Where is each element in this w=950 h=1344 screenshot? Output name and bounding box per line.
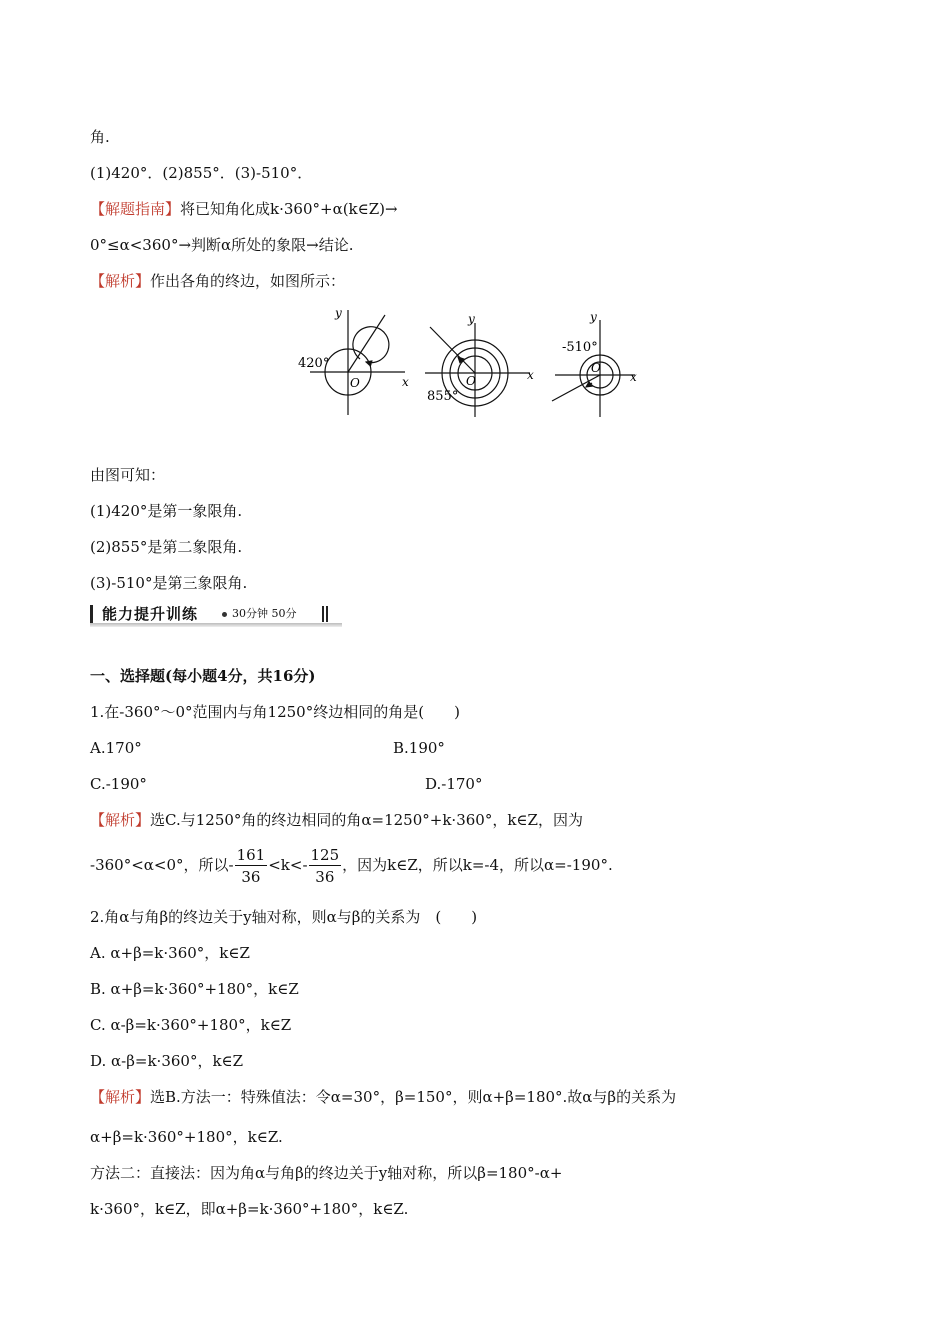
q1-sol2-pre: -360°<α<0°，所以- <box>90 856 234 874</box>
text-line: (2)855°是第二象限角. <box>90 538 243 556</box>
text-line: 0°≤α<360°→判断α所处的象限→结论. <box>90 236 354 254</box>
q1-option-b: B.190° <box>393 739 445 757</box>
section-banner <box>90 603 342 625</box>
fraction-denominator: 36 <box>315 867 335 886</box>
text-line: (1)420°．(2)855°．(3)-510°． <box>90 164 313 182</box>
analysis-text: 作出各角的终边，如图所示： <box>150 272 346 290</box>
q1-solution-line2 <box>90 843 613 888</box>
fraction-denominator: 36 <box>241 867 261 886</box>
q1-sol2-post: ，因为k∈Z，所以k=-4，所以α=-190°. <box>342 856 613 874</box>
q1-sol2-mid: <k<- <box>268 856 308 874</box>
section-heading: 一、选择题(每小题4分，共16分) <box>90 667 316 685</box>
figure3-y-label: y <box>590 310 597 324</box>
q2-solution-line <box>90 1087 676 1107</box>
figure1-origin-label: O <box>350 376 360 390</box>
figure2-angle-label: 855° <box>427 389 459 404</box>
guide-tag: 【解题指南】 <box>90 200 181 218</box>
figure1-y-label: y <box>335 306 342 320</box>
figure2-origin-label: O <box>466 374 476 388</box>
figure3-angle-label: -510° <box>562 340 598 355</box>
q1-option-c: C.-190° <box>90 775 147 793</box>
q1-analysis-tag: 【解析】 <box>90 811 151 829</box>
figure3-origin-label: O <box>591 361 601 375</box>
figure3-x-label: x <box>630 370 637 384</box>
figure2-x-label: x <box>527 368 534 382</box>
q2-option-d: D. α-β=k·360°，k∈Z <box>90 1052 244 1070</box>
fraction-numerator: 125 <box>310 845 340 864</box>
banner-time: 30分钟 50分 <box>232 607 297 620</box>
guide-text: 将已知角化成k·360°+α(k∈Z)→ <box>180 200 398 218</box>
fraction <box>309 845 342 888</box>
figure2-y-label: y <box>468 312 475 326</box>
analysis-line <box>90 271 345 291</box>
q2-option-c: C. α-β=k·360°+180°，k∈Z <box>90 1016 292 1034</box>
q2-solution-line3: 方法二：直接法：因为角α与角β的终边关于y轴对称，所以β=180°-α+ <box>90 1164 563 1182</box>
q1-option-a: A.170° <box>90 739 142 757</box>
banner-bar <box>326 606 328 622</box>
figure1-x-label: x <box>402 375 409 389</box>
q1-stem: 1.在-360°～0°范围内与角1250°终边相同的角是( ) <box>90 703 460 721</box>
q2-stem: 2.角α与角β的终边关于y轴对称，则α与β的关系为 ( ) <box>90 908 478 926</box>
banner-title: 能力提升训练 <box>102 605 199 623</box>
q1-solution-text: 选C.与1250°角的终边相同的角α=1250°+k·360°，k∈Z，因为 <box>150 811 583 829</box>
q2-option-b: B. α+β=k·360°+180°，k∈Z <box>90 980 299 998</box>
q2-solution-line2: α+β=k·360°+180°，k∈Z. <box>90 1128 283 1146</box>
q2-option-a: A. α+β=k·360°，k∈Z <box>90 944 250 962</box>
fraction-numerator: 161 <box>236 845 266 864</box>
q2-solution-text: 选B.方法一：特殊值法：令α=30°，β=150°，则α+β=180°.故α与β的关系为 <box>150 1088 677 1106</box>
text-line: (3)-510°是第三象限角. <box>90 574 248 592</box>
banner-bar <box>322 606 324 622</box>
q2-analysis-tag: 【解析】 <box>90 1088 151 1106</box>
q2-solution-line4: k·360°，k∈Z，即α+β=k·360°+180°，k∈Z. <box>90 1200 409 1218</box>
banner-shadow <box>90 623 342 627</box>
q1-solution-line <box>90 810 583 830</box>
text-line: (1)420°是第一象限角. <box>90 502 243 520</box>
q1-option-d: D.-170° <box>425 775 483 793</box>
fraction <box>235 845 268 888</box>
guide-line <box>90 199 398 219</box>
text-line: 角. <box>90 128 110 146</box>
analysis-tag: 【解析】 <box>90 272 151 290</box>
banner-bar <box>90 605 93 623</box>
clock-icon <box>222 612 227 617</box>
angle-figures <box>290 305 660 425</box>
text-line: 由图可知： <box>90 466 166 484</box>
figure1-angle-label: 420° <box>298 356 330 371</box>
